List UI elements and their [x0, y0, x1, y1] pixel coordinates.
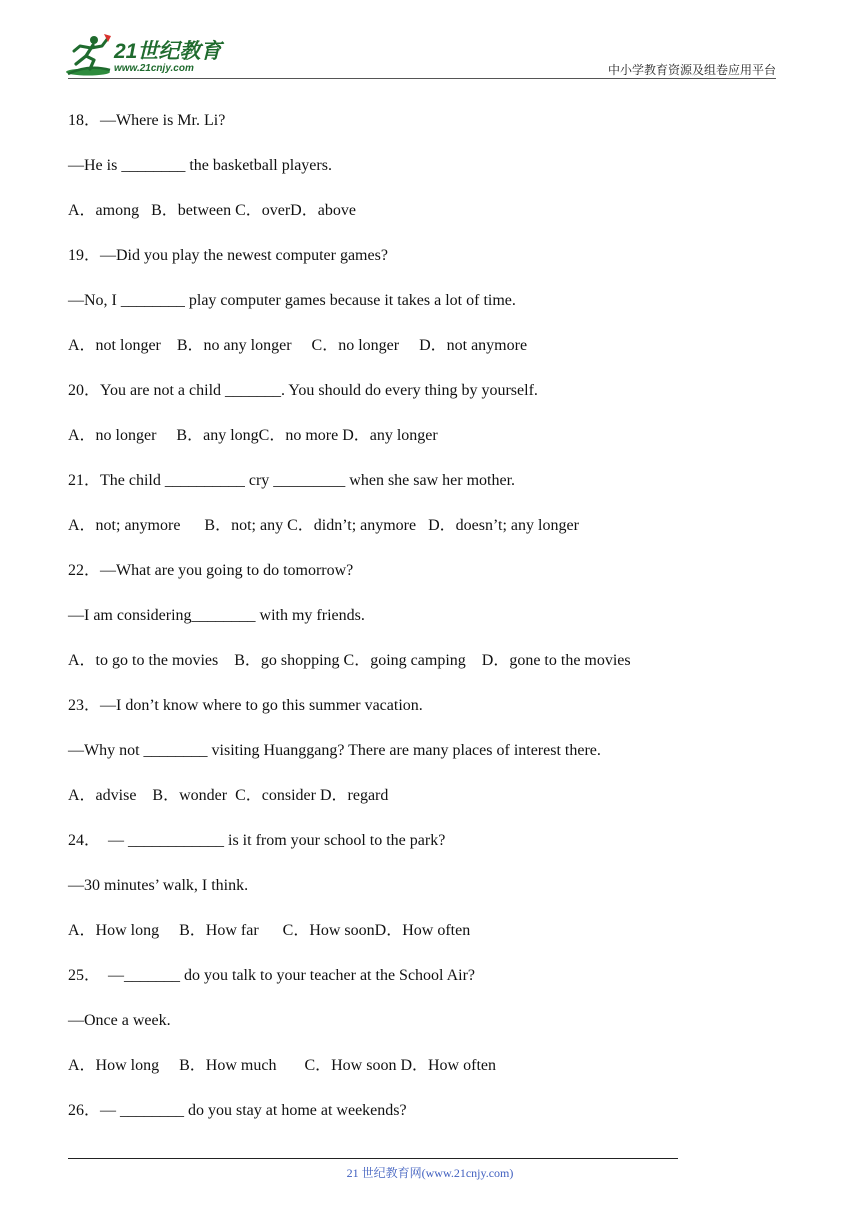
text-line: —Why not ________ visiting Huanggang? There are many places of interest there. — [68, 742, 601, 759]
text-line: 25． —_______ do you talk to your teacher at the School Air? — [68, 967, 476, 984]
logo-url: www.21cnjy.com — [114, 63, 194, 74]
page-footer: 21 世纪教育网(www.21cnjy.com) — [346, 1166, 514, 1180]
text-line: —I am considering________ with my friends. — [68, 607, 365, 624]
text-line: 18．—Where is Mr. Li? — [68, 112, 226, 129]
text-line: A．no longer B．any longC．no more D．any longer — [68, 427, 438, 444]
text-line: A．How long B．How far C．How soonD．How often — [68, 922, 471, 939]
text-line: 19．—Did you play the newest computer games? — [68, 247, 388, 264]
text-line: A．not longer B．no any longer C．no longer D．not anymore — [68, 337, 528, 354]
header-divider — [68, 78, 776, 79]
text-line: A．How long B．How much C．How soon D．How often — [68, 1057, 496, 1074]
logo — [64, 34, 244, 78]
text-line: A．advise B．wonder C．consider D．regard — [68, 787, 389, 804]
text-line: 23．—I don’t know where to go this summer vacation. — [68, 697, 423, 714]
text-line: A．not; anymore B．not; any C．didn’t; anymore D．doesn’t; any longer — [68, 517, 579, 534]
text-line: 26．— ________ do you stay at home at weekends? — [68, 1102, 407, 1119]
platform-name: 中小学教育资源及组卷应用平台 — [607, 63, 776, 77]
text-line: A．among B．between C．overD．above — [68, 202, 356, 219]
page-header — [0, 0, 860, 80]
text-line: —He is ________ the basketball players. — [68, 157, 332, 174]
text-line: A．to go to the movies B．go shopping C．going camping D．gone to the movies — [68, 652, 631, 669]
text-line: —No, I ________ play computer games because it takes a lot of time. — [68, 292, 516, 309]
text-line: 20．You are not a child _______. You should do every thing by yourself. — [68, 382, 538, 399]
question-content — [68, 107, 798, 1142]
text-line: 24． — ____________ is it from your school to the park? — [68, 832, 446, 849]
text-line: 21．The child __________ cry _________ when she saw her mother. — [68, 472, 516, 489]
text-line: —30 minutes’ walk, I think. — [68, 877, 249, 894]
text-line: —Once a week. — [68, 1012, 171, 1029]
runner-logo-icon — [64, 34, 112, 78]
logo-title: 21世纪教育 — [114, 40, 222, 63]
footer-divider — [68, 1158, 678, 1159]
text-line: 22．—What are you going to do tomorrow? — [68, 562, 354, 579]
